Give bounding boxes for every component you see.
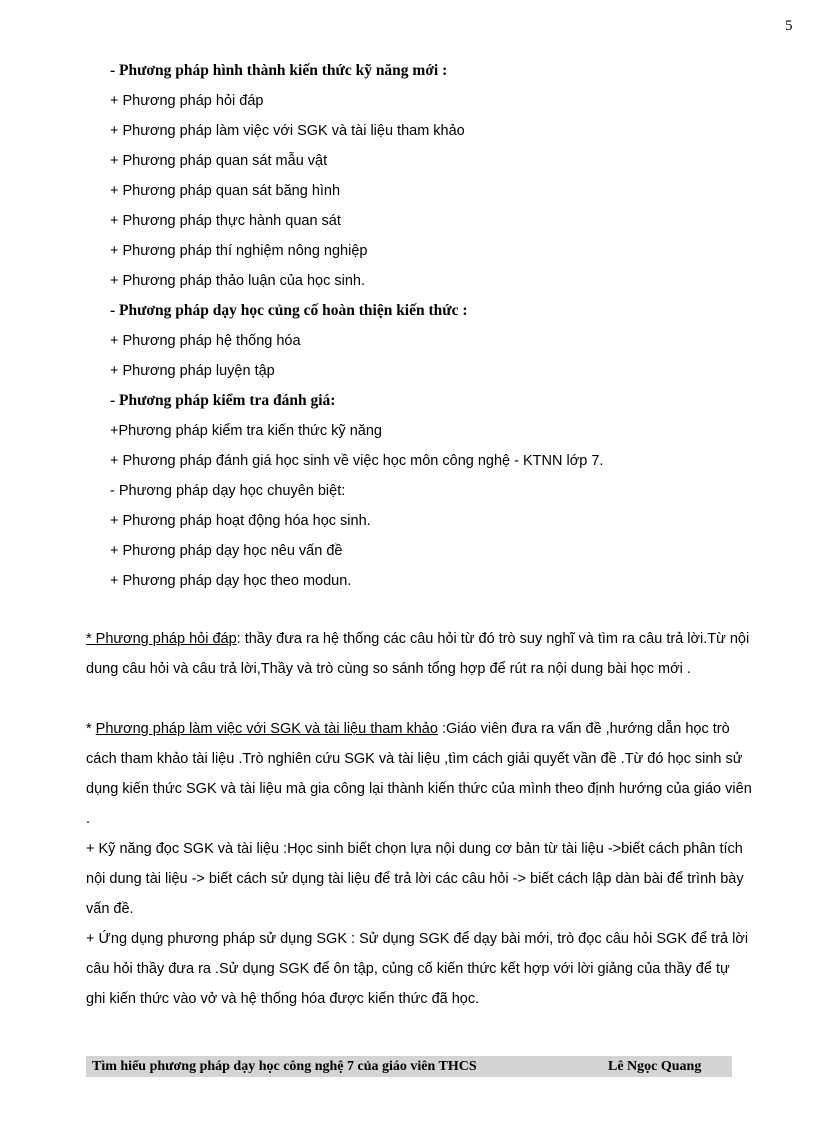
list-item: + Phương pháp quan sát băng hình bbox=[110, 183, 341, 199]
list-item: + Phương pháp đánh giá học sinh về việc học môn công nghệ - KTNN lớp 7. bbox=[110, 453, 604, 469]
list-item: +Phương pháp kiểm tra kiến thức kỹ năng bbox=[110, 423, 382, 439]
list-item: - Phương pháp kiểm tra đánh giá: bbox=[110, 392, 336, 409]
page-footer bbox=[86, 1056, 732, 1077]
footer-author: Lê Ngọc Quang bbox=[608, 1059, 702, 1074]
list-item: + Phương pháp thảo luận của học sinh. bbox=[110, 273, 366, 289]
list-item: - Phương pháp dạy học củng cố hoàn thiện kiến thức : bbox=[110, 302, 468, 319]
list-item: + Phương pháp hệ thống hóa bbox=[110, 333, 301, 349]
paragraph-text: :Giáo viên đưa ra vấn đề ,hướng dẫn học trò cách tham khảo tài liệu .Trò nghiên cứu SGK và tài liệu ,tìm cách giải quyết vần đề .Từ đó học sinh sử dụng kiến thức SGK và tài liệu mà gia công lại thành kiến thức của mình theo định hướng của giáo viên . bbox=[86, 721, 752, 827]
paragraph-title: * Phương pháp hỏi đáp bbox=[86, 631, 237, 647]
paragraph-star: * bbox=[86, 721, 96, 737]
list-item: + Phương pháp quan sát mẫu vật bbox=[110, 153, 328, 169]
list-item: - Phương pháp dạy học chuyên biệt: bbox=[110, 483, 346, 499]
paragraph-hoi-dap bbox=[86, 624, 752, 684]
page-number: 5 bbox=[785, 18, 793, 34]
paragraph-text: + Kỹ năng đọc SGK và tài liệu :Học sinh biết chọn lựa nội dung cơ bản từ tài liệu ->biết cách phân tích nội dung tài liệu -> biết cách sử dụng tài liệu để trả lời các câu hỏi -> biết cách lập dàn bài để trình bày vấn đề. bbox=[86, 841, 744, 917]
list-item: + Phương pháp hỏi đáp bbox=[110, 93, 264, 109]
list-item: + Phương pháp dạy học theo modun. bbox=[110, 573, 352, 589]
list-item: + Phương pháp hoạt động hóa học sinh. bbox=[110, 513, 371, 529]
list-item: + Phương pháp thực hành quan sát bbox=[110, 213, 341, 229]
list-item: + Phương pháp dạy học nêu vấn đề bbox=[110, 543, 343, 559]
list-item: - Phương pháp hình thành kiến thức kỹ năng mới : bbox=[110, 62, 448, 79]
paragraph-ky-nang bbox=[86, 834, 752, 924]
paragraph-text: : thầy đưa ra hệ thống các câu hỏi từ đó trò suy nghĩ và tìm ra câu trả lời.Từ nội dung câu hỏi và câu trả lời,Thầy và trò cùng so sánh tổng hợp để rút ra nội dung bài học mới . bbox=[86, 631, 750, 677]
list-item: + Phương pháp luyện tập bbox=[110, 363, 275, 379]
paragraph-sgk bbox=[86, 714, 752, 834]
paragraph-ung-dung bbox=[86, 924, 752, 1014]
list-item: + Phương pháp thí nghiệm nông nghiệp bbox=[110, 243, 368, 259]
list-item: + Phương pháp làm việc với SGK và tài liệu tham khảo bbox=[110, 123, 465, 139]
paragraph-title: Phương pháp làm việc với SGK và tài liệu tham khảo bbox=[95, 721, 438, 737]
paragraph-text: + Ứng dụng phương pháp sử dụng SGK : Sử dụng SGK để dạy bài mới, trò đọc câu hỏi SGK để trả lời câu hỏi thầy đưa ra .Sử dụng SGK để ôn tập, củng cố kiến thức kết hợp với lời giảng của thầy để tự ghi kiến thức vào vở và hệ thống hóa được kiến thức đã học. bbox=[86, 931, 749, 1007]
footer-title: Tìm hiểu phương pháp dạy học công nghệ 7 của giáo viên THCS bbox=[92, 1059, 477, 1074]
